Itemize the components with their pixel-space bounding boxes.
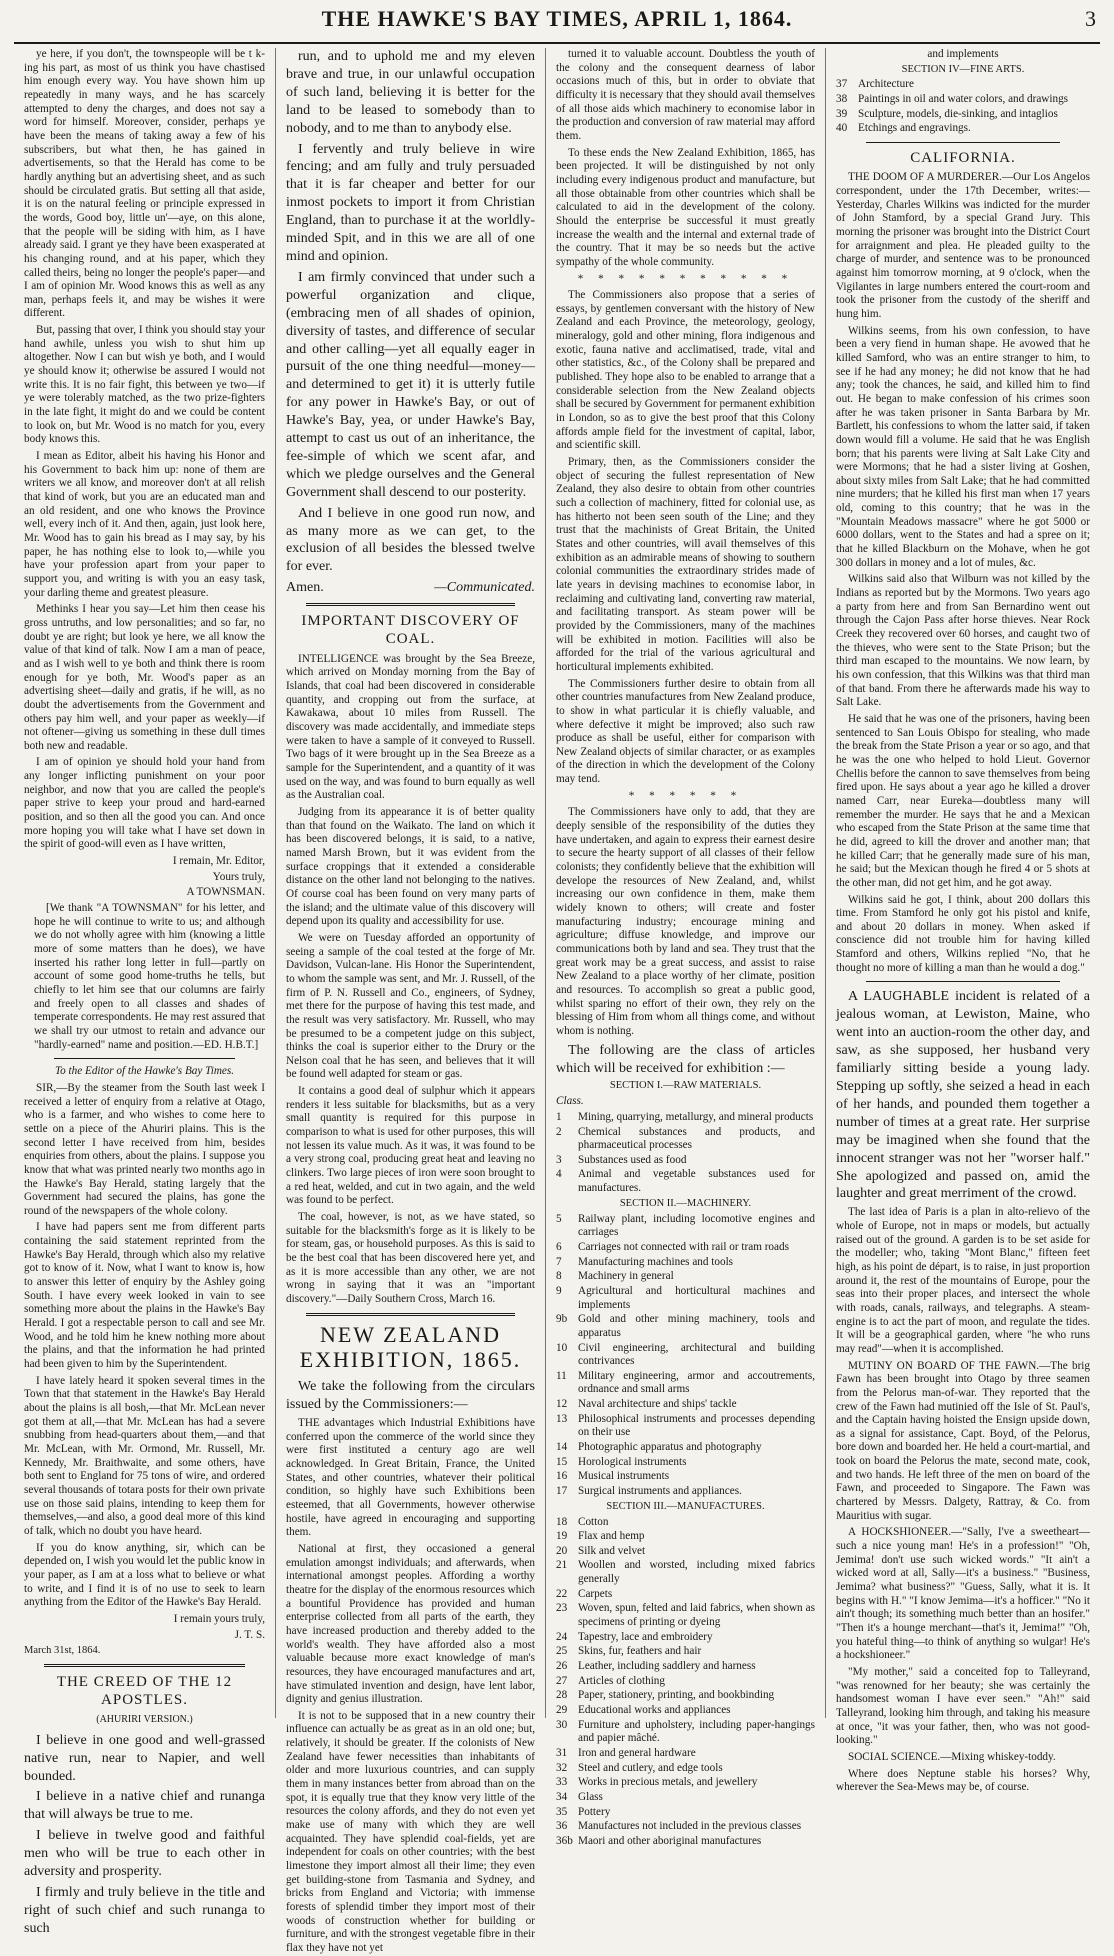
signature-line: J. T. S. bbox=[234, 1628, 265, 1641]
laughable-article bbox=[836, 988, 1090, 1203]
class-name: Photographic apparatus and photography bbox=[578, 1441, 762, 1454]
class-number: 1 bbox=[556, 1110, 562, 1123]
class-item bbox=[556, 1776, 815, 1790]
class-item bbox=[556, 1806, 815, 1820]
class-number: 8 bbox=[556, 1270, 562, 1283]
section-4-list bbox=[836, 78, 1090, 136]
class-item bbox=[556, 1747, 815, 1761]
stars-separator: * * * * * * bbox=[628, 789, 743, 802]
signature-line: A TOWNSMAN. bbox=[186, 886, 265, 899]
class-number: 6 bbox=[556, 1240, 562, 1253]
paragraph: I fervently and truly believe in wire fencing; and am fully and truly persuaded that it is far cheaper and better for our inmost pockets to import it from Christian England, than to purchase it at the worldly-minded Spit, and in this we are all of one mind and opinion. bbox=[286, 141, 535, 264]
class-name: Furniture and upholstery, including paper-hangings and papier mâché. bbox=[578, 1718, 815, 1745]
section-3-list bbox=[556, 1516, 815, 1849]
class-number: 9b bbox=[556, 1313, 568, 1326]
class-item bbox=[556, 1256, 815, 1270]
class-name: Civil engineering, architectural and building contrivances bbox=[578, 1341, 815, 1368]
hockshioneer-article bbox=[836, 1526, 1090, 1748]
class-number: 27 bbox=[556, 1674, 568, 1687]
paragraph: But, passing that over, I think you should stay your hand awhile, unless you wish to shut him up altogether. Now I can but wish ye both, and I would ye should know it; otherwise be assured I would not write this. It is no fair fight, this between ye two—if ye were tolerably matched, as the two prize-fighters in the late fight, it might do and we could be content to look on, but Mr. Wood is no match for you, every body knows this. bbox=[24, 324, 265, 446]
class-number: 36 bbox=[556, 1820, 568, 1833]
class-item bbox=[556, 1660, 815, 1674]
class-name: Naval architecture and ships' tackle bbox=[578, 1398, 737, 1411]
divider bbox=[866, 981, 1060, 982]
neptune-riddle: Where does Neptune stable his horses? Why, wherever the Sea-Mews may be, of course. bbox=[836, 1767, 1090, 1794]
class-name: Paintings in oil and water colors, and drawings bbox=[858, 93, 1069, 106]
class-name: Woollen and worsted, including mixed fabrics generally bbox=[578, 1559, 815, 1586]
section-2-list bbox=[556, 1213, 815, 1499]
class-name: Maori and other aboriginal manufactures bbox=[578, 1834, 762, 1847]
class-item bbox=[556, 1370, 815, 1397]
class-number: 38 bbox=[836, 93, 848, 106]
class-name: Educational works and appliances bbox=[578, 1704, 731, 1717]
class-item bbox=[556, 1631, 815, 1645]
columns bbox=[14, 48, 1100, 1954]
class-item bbox=[556, 1719, 815, 1746]
creed-text bbox=[24, 1732, 265, 1938]
paragraph: Wilkins seems, from his own confession, to have been a very fiend in human shape. He avowed that he killed Samford, who was an entire stranger to him, to see if he had any money; he did not know that he had any; took the chances, he said, and killed him to find out. He began to make confession of his crimes soon after he was taken prisoner in Santa Barbara by Mr. Bartlett, his confessions to whom the latter said, if taken down would fill a volume. He said that he was English born; that his parents were living at Salt Lake City and were Mormons; that he had a sister living at Goshen, about sixty miles from Salt Lake; that he had committed nine murders; that he killed his first man when 17 years old, coming to this country; that he was in the "Mountain Meadows massacre" where he got 5000 or 6000 dollars, went to the States and had a spree on it; that he killed Blackburn on the Mohave, when he got 300 dollars in money and a lot of mules, &c. bbox=[836, 324, 1090, 569]
class-number: 32 bbox=[556, 1761, 568, 1774]
nz-article-continued bbox=[556, 48, 815, 270]
class-item bbox=[556, 1398, 815, 1412]
nz-article bbox=[286, 1417, 535, 1956]
class-item bbox=[556, 1111, 815, 1125]
class-item bbox=[556, 1313, 815, 1340]
class-number: 4 bbox=[556, 1168, 562, 1181]
class-item bbox=[556, 1559, 815, 1586]
column-4 bbox=[826, 48, 1100, 1794]
class-item bbox=[556, 1835, 815, 1849]
class-name: Military engineering, armor and accoutrements, ordnance and small arms bbox=[578, 1369, 815, 1396]
class-item bbox=[556, 1762, 815, 1776]
paris-paragraph: The last idea of Paris is a plan in alto-relievo of the whole of Europe, not in maps or models, but actually raised out of the ground. A garden is to be set aside for the modeller; who, taking "Mont Blanc," fifteen feet high, as his point de départ, is to raise, in just proportion around it, the rest of the mountains of Europe, pour the seas into their proper places, and intersect the whole with roads, canals, railways, and telegraphs. A steam-engine is to act the part of moon, and regulate the tides. It will be a geographical garden, where "he who runs may read"—when it is accomplished. bbox=[836, 1206, 1090, 1355]
paragraph: ye here, if you don't, the townspeople will be t k-ing his part, as most of us think you have chastised him enough every way. You have shown him up repeatedly in many ways, and he has scarcely attempted to deny the charges, and does not say a word for himself. Moreover, consider, perhaps ye have been the means of taking away a few of his subscribers, but what then, he has gained in advertisements, so that the Herald has come to be hardly anything but an advertising sheet, and as such should be circulated gratis. But setting all that aside, it is on the natural feeling or principle expressed in the words, Good boy, little un'—aye, on this alone, that the people will be siding with him, as I have already said. I grant ye they have been exasperated at his changing round, and at his paper, which they called theirs, being no longer the people's paper—and I am of opinion Mr. Wood knows this as well as any man, perhaps feels it, and may be wishes it were different. bbox=[24, 48, 265, 320]
class-number: 21 bbox=[556, 1559, 568, 1572]
paragraph: Wilkins said he got, I think, about 200 dollars this time. From Stamford he only got his pistol and knife, and about 20 dollars in money. When asked if conscience did not trouble him for having killed Stamford and others, Wilkins replied "No, that he thought no more of killing a man than he would a dog." bbox=[836, 893, 1090, 974]
class-name: Carriages not connected with rail or tram roads bbox=[578, 1240, 789, 1253]
class-item bbox=[836, 122, 1090, 136]
class-number: 30 bbox=[556, 1718, 568, 1731]
paragraph: I believe in one good and well-grassed native run, near to Napier, and well bounded. bbox=[24, 1732, 265, 1784]
class-number: 37 bbox=[836, 78, 848, 91]
class-name: Articles of clothing bbox=[578, 1674, 665, 1687]
paragraph: To these ends the New Zealand Exhibition, 1865, has been projected. It will be distinguished by not only including every indigenous product and manufacture, but all those obtainable from other countries which shall be calculated to aid in the development of the colony. Should the enterprise be successful it must greatly increase the wealth and the internal and external trade of the country. That it may be so needs but the active sympathy of the whole community. bbox=[556, 146, 815, 268]
class-item bbox=[836, 78, 1090, 92]
column-2 bbox=[276, 48, 546, 1954]
class-name: Manufactures not included in the previous classes bbox=[578, 1820, 802, 1833]
class-number: 36b bbox=[556, 1834, 573, 1847]
class-name: Animal and vegetable substances used for manufactures. bbox=[578, 1168, 815, 1195]
class-number: 13 bbox=[556, 1412, 568, 1425]
class-item bbox=[556, 1689, 815, 1703]
class-number: 39 bbox=[836, 107, 848, 120]
class-name: Skins, fur, feathers and hair bbox=[578, 1645, 702, 1658]
class-item bbox=[556, 1154, 815, 1168]
paragraph: Judging from its appearance it is of better quality than that found on the Waikato. The land on which it has been discovered belongs, it is said, to a native, named Marsh Brown, but it was evident from the surface croppings that it extended a considerable distance on the other land not belonging to the natives. Of course coal has been found on very many parts of the island; and the ultimate value of this discovery will depend upon its quality and accessibility for use. bbox=[286, 806, 535, 928]
class-number: 29 bbox=[556, 1704, 568, 1717]
paragraph: SIR,—By the steamer from the South last week I received a letter of enquiry from a relative at Otago, who is a farmer, and who wishes to come here to settle on a piece of the Ahuriri plains. This is the second letter I have received from him, besides enquiries from others, about the plains. I suppose you know that what was printed nearly two months ago in the Hawke's Bay Herald, stating largely that the Government had secured the plains, has gone the round of the newspapers of the whole colony. bbox=[24, 1081, 265, 1217]
signature-line: I remain, Mr. Editor, bbox=[172, 855, 265, 868]
class-item bbox=[556, 1530, 815, 1544]
class-number: 33 bbox=[556, 1776, 568, 1789]
paragraph: I mean as Editor, albeit his having his Honor and his Government to back him up: none of them are writers we all know, and moreover don't at all relish that kind of work, but you are an educated man and an old resident, and one who knows the Province well, every inch of it. And then, again, just look here, Mr. Wood has to gain his bread as I may say, by his paper, he has nothing else to look to,—while you have your profession apart from your paper to support you, and writing is with you an easy task, your darling theme and greatest pleasure. bbox=[24, 450, 265, 599]
divider bbox=[54, 1058, 235, 1059]
section-1-list bbox=[556, 1111, 815, 1196]
paragraph: It contains a good deal of sulphur which it appears renders it less suitable for blacksmiths, but as a very small quantity is required for this purpose in comparison to what is used for other purposes, this will not lessen its value much. As it was, it was found to be a very strong coal, producing great heat and leaving no clinkers. Two large pieces of iron were soon brought to a red heat, welded, and cut in two again, and the weld was found to be perfect. bbox=[286, 1085, 535, 1207]
paragraph: THE advantages which Industrial Exhibitions have conferred upon the commerce of the world since they were first instituted a century ago are well acknowledged. In Great Britain, France, the United States, and other countries, whatever their political condition, so highly have such Exhibitions been esteemed, that all Governments, however otherwise hostile, have agreed in encouraging and supporting them. bbox=[286, 1417, 535, 1539]
paragraph: The Commissioners further desire to obtain from all other countries manufactures from New Zealand produce, to show in what particular it is chiefly valuable, and where defective it might be improved; also such raw produce as shall be useful, either for comparison with New Zealand objects of similar character, or as examples of the direction in which the development of the Colony may tend. bbox=[556, 677, 815, 786]
creed-ending bbox=[286, 579, 535, 597]
class-item bbox=[556, 1342, 815, 1369]
nz-intro: We take the following from the circulars issued by the Commissioners:— bbox=[286, 1379, 535, 1413]
class-name: Agricultural and horticultural machines and implements bbox=[578, 1284, 815, 1311]
class-name: Manufacturing machines and tools bbox=[578, 1255, 734, 1268]
paragraph: I firmly and truly believe in the title and right of such chief and such runanga to such bbox=[24, 1884, 265, 1936]
class-label: Class. bbox=[556, 1095, 584, 1108]
page-number: 3 bbox=[1085, 6, 1096, 31]
paragraph: I have lately heard it spoken several times in the Town that that statement in the Hawke's Bay Herald about the plains is all bosh,—that Mr. McLean never got them at all,—that Mr. McLean has had a severe snubbing from head-quarters about them,—and that Mr. McLean, with Mr. Ormond, Mr. Russell, Mr. Kennedy, Mr. Braithwaite, and some others, have both sent to England for 75 tons of wire, and ordered several thousands of totara posts for their own private use on those said plains, intending to keep them for themselves,—and also, a good deal more of this kind of talk, which no doubt you have heard. bbox=[24, 1374, 265, 1537]
paragraph: Methinks I hear you say—Let him then cease his gross untruths, and low personalities; and so far, no doubt ye are right; but look ye here, we all know the value of that kind of talk. Now I am a man of peace, and as I wish well to ye both and think there is room enough for ye both, Mr. Wood's paper as an advertising sheet—daily and gratis, if he will, as no doubt the advertisements from the Government and others pay him well, and your paper as weekly—if not oftener—giving us something in these dull times both new and readable. bbox=[24, 603, 265, 752]
class-item bbox=[556, 1126, 815, 1153]
paragraph: A HOCKSHIONEER.—"Sally, I've a sweetheart—such a nice young man! He's in a profession!" "Oh, Jemima! don't use such wicked words." "It ain't a wicked word at all, Sally—it's a business." "Business, Jemima? what business?" "Guess, Sally, what it is. It begins with H." "I know Jemima—it's a hofficer." "No it ain't though; its something much better than an hosifer." "Then it's a hounge merchant—that's it, Jemima!" "Oh, you hateful thing—to think of anything so wulgar! He's a hockshioneer." bbox=[836, 1526, 1090, 1662]
paragraph: I am firmly convinced that under such a powerful organization and clique, (embracing men of all shades of opinion, diversity of tastes, and difference of secular and other calling—yet all equally eager in pursuit of the one thing needful—money—and determined to get it) it is utterly futile for any power in Hawke's Bay, or out of Hawke's Bay, yea, or under Hawke's Bay, attempt to cast us out of an inheritance, the fee-simple of which we scent afar, and which we pledge ourselves and the General Government shall descend to our posterity. bbox=[286, 269, 535, 500]
class-name: Chemical substances and products, and pharmaceutical processes bbox=[578, 1125, 815, 1152]
class-item bbox=[556, 1588, 815, 1602]
nz-article-essays bbox=[556, 289, 815, 787]
paragraph: I am of opinion ye should hold your hand from any longer inflicting punishment on your poor neighbor, and now that you are called the people's paper strive to keep your proud and hard-earned position, and so then all the good you can. And once more hoping you will take what I have set down in the spirit of good-will even as I have written, bbox=[24, 756, 265, 851]
signature-line: Yours truly, bbox=[212, 870, 265, 883]
nz-article-closing bbox=[556, 806, 815, 1038]
class-name: Iron and general hardware bbox=[578, 1747, 696, 1760]
paragraph: We were on Tuesday afforded an opportunity of seeing a sample of the coal tested at the forge of Mr. Davidson, Vulcan-lane. His Honor the Superintendent, to whom the sample was sent, and Mr. J. Russell, of the firm of P. N. Russell and Co., engineers, of Sydney, met there for the purpose of having this test made, and the result was very satisfactory. Mr. Russell, who may be presumed to be a competent judge on this subject, thinks the coal is superior either to the Drury or the Nelson coal that he has seen, and believes that it will be found well adapted for steam or gas. bbox=[286, 931, 535, 1081]
nz-exhibition-title: NEW ZEALAND EXHIBITION, 1865. bbox=[299, 1321, 522, 1372]
amen-text: Amen. bbox=[286, 580, 324, 596]
social-science: SOCIAL SCIENCE.—Mixing whiskey-toddy. bbox=[848, 1750, 1056, 1763]
california-article bbox=[836, 171, 1090, 975]
paragraph: National at first, they occasioned a general emulation amongst individuals; and afterwards, when international amongst peoples. Affording a worthy theatre for the display of the enormous resources which a bountiful Providence has provided and human enterprise collected from all parts of the earth, they have increased production and thereby added to the world's wealth. They have afforded also a most valuable because more exact knowledge of man's resources, they have encouraged manufactures and art, have stimulated invention and design, have lent labor, dignity and genius illustration. bbox=[286, 1542, 535, 1706]
townsman-letter bbox=[24, 48, 265, 852]
coal-title: IMPORTANT DISCOVERY OF COAL. bbox=[301, 613, 520, 648]
creed-subtitle: (AHURIRI VERSION.) bbox=[96, 1713, 193, 1725]
section-heading: SECTION IV—FINE ARTS. bbox=[901, 63, 1025, 75]
signature-line: I remain yours truly, bbox=[173, 1612, 265, 1625]
following-intro: The following are the class of articles which will be received for exhibition :— bbox=[556, 1042, 815, 1076]
class-name: Horological instruments bbox=[578, 1455, 687, 1468]
class-number: 3 bbox=[556, 1153, 562, 1166]
class-item bbox=[556, 1485, 815, 1499]
class-item bbox=[556, 1270, 815, 1284]
class-number: 14 bbox=[556, 1441, 568, 1454]
masthead-title: THE HAWKE'S BAY TIMES, APRIL 1, 1864. bbox=[321, 6, 793, 31]
creed-continued bbox=[286, 48, 535, 576]
class-name: Sculpture, models, die-sinking, and intaglios bbox=[858, 107, 1058, 120]
class-item bbox=[556, 1645, 815, 1659]
divider bbox=[44, 1664, 245, 1667]
paragraph: The coal, however, is not, as we have stated, so suitable for the blacksmith's forge as it is likely to be for steam, gas, or household purposes. As this is said to be the best coal that has been discovered here yet, and as it is more accessible than any other, we are not wrong in saying that it was an "important discovery."—Daily Southern Cross, March 16. bbox=[286, 1211, 535, 1305]
paragraph: A LAUGHABLE incident is related of a jealous woman, at Lewiston, Maine, who went into an auction-room the other day, and saw, as she supposed, her husband very familiarly sitting beside a young lady. Stepping up softly, she seized a head in each of her hands, and pounded them together a number of times at a great rate. Her surprise may be imagined when she found that the innocent stranger was not her "worser half." She apologized and passed on, amid the laughter and great merriment of the crowd. bbox=[836, 989, 1090, 1202]
class-name: Flax and hemp bbox=[578, 1530, 645, 1543]
paragraph: The Commissioners have only to add, that they are deeply sensible of the responsibility of the duties they have undertaken, and again to express their earnest desire to secure the hearty support of all classes of their fellow colonists; they confidently believe that the exhibition will develope the resources of New Zealand, and, whilst increasing our own confidence in them, make them widely known to others; will create and foster manufacturing industry; encourage mining and agriculture; diffuse knowledge, and improve our communications both by land and sea. They trust that the great work may be a great success, and assist to raise New Zealand to a place worthy of her climate, position and resources. To accomplish so great a public good, whilst sparing no effort of their own, they rely on the blessing of Him from whom all things come, and without whom is nothing. bbox=[556, 806, 815, 1037]
paragraph: run, and to uphold me and my eleven brave and true, in our unlawful occupation of such land, believing it is better for the land to be leased to somebody than to nobody, and to me than to anybody else. bbox=[286, 49, 535, 136]
class-number: 9 bbox=[556, 1284, 562, 1297]
class-name: Gold and other mining machinery, tools and apparatus bbox=[578, 1313, 815, 1339]
class-number: 12 bbox=[556, 1398, 568, 1411]
class-name: Musical instruments bbox=[578, 1470, 670, 1483]
class-item bbox=[556, 1441, 815, 1455]
class-number: 23 bbox=[556, 1602, 568, 1615]
section-heading: SECTION II.—MACHINERY. bbox=[619, 1197, 752, 1209]
class-item bbox=[556, 1791, 815, 1805]
class-number: 11 bbox=[556, 1369, 567, 1382]
section-heading: SECTION I.—RAW MATERIALS. bbox=[609, 1080, 762, 1092]
class-number: 15 bbox=[556, 1455, 568, 1468]
class-name: Works in precious metals, and jewellery bbox=[578, 1776, 758, 1789]
paragraph: Wilkins said also that Wilburn was not killed by the Indians as reported but by the Mormons. Two years ago a party from here and from San Bernardino went out through the Cajon Pass after horse thieves. Near Rock Creek they recovered over 60 horses, and caught two of the thieves, who were sent to the State Prison; but the third man escaped to the mountains. We now learn, by his own confession, that this Wilkins was that third man of that band. From there he afterwards made his way to Salt Lake. bbox=[836, 573, 1090, 709]
paragraph: I believe in twelve good and faithful men who will be true to each other in adversity and prosperity. bbox=[24, 1828, 265, 1880]
divider bbox=[866, 142, 1060, 143]
class-item bbox=[556, 1241, 815, 1255]
paragraph: It is not to be supposed that in a new country their influence can actually be as great as in an old one; but, relatively, it should be greater. If the colonists of New Zealand have fewer necessities than inhabitants of older and more luxurious countries, and can supply them in many instances better from abroad than on the spot, it is equally true that they know very little of the resources the colony affords, and they do not even yet make use of many with which they are well acquainted. They have splendid coal-fields, yet are independent for coals on other countries; with the best limestone they import almost all their lime; they even get building-stone from Tasmania and Sydney, and bricks from England and Victoria; with immense forests of splendid timber they import most of their woods of construction whether for building or furniture, and with the strongest vegetable fibre in their flax they have not yet bbox=[286, 1709, 535, 1954]
class-number: 34 bbox=[556, 1790, 568, 1803]
california-title: CALIFORNIA. bbox=[910, 150, 1016, 167]
class-number: 19 bbox=[556, 1530, 568, 1543]
paragraph: The Commissioners also propose that a series of essays, by gentlemen conversant with the history of New Zealand and each Province, the meteorology, geology, mineralogy, gold and other mining, flora indigenous and exotic, fauna native and acclimatised, trade, vital and other statistics, &c., of the Colony shall be prepared and published. They hope also to be enabled to arrange that a considerable selection from the New Zealand objects shall be secured by Government for permanent exhibition in London, so as to give the best proof that this Colony affords ample field for the investment of capital, labor, and scientific skill. bbox=[556, 289, 815, 452]
class-number: 35 bbox=[556, 1805, 568, 1818]
class-number: 7 bbox=[556, 1255, 562, 1268]
class-number: 28 bbox=[556, 1689, 568, 1702]
editor-note: [We thank "A TOWNSMAN" for his letter, and hope he will continue to write to us; and although we do not wholly agree with him (knowing a little more of some matters than he does), we have inserted his rather long letter in full—partly on account of some good home-truths he tells, but chiefly to let him see that our columns are fairly and freely open to all classes and shades of temperate correspondents. He may rest assured that we shall try our utmost to retain and advance our "hardly-earned" name and position.—ED. H.B.T.] bbox=[34, 902, 265, 1051]
class-number: 40 bbox=[836, 122, 848, 135]
class-name: Machinery in general bbox=[578, 1270, 674, 1283]
class-number: 2 bbox=[556, 1125, 562, 1138]
class-item bbox=[836, 108, 1090, 122]
class-item bbox=[556, 1516, 815, 1530]
class-number: 22 bbox=[556, 1587, 568, 1600]
class-name: Woven, spun, felted and laid fabrics, when shown as specimens of printing or dyeing bbox=[578, 1602, 815, 1629]
class-item bbox=[556, 1545, 815, 1559]
jts-letter bbox=[24, 1082, 265, 1610]
coal-article bbox=[286, 653, 535, 1307]
creed-title: THE CREED OF THE 12 APOSTLES. bbox=[56, 1673, 233, 1709]
class-name: Philosophical instruments and processes depending on their use bbox=[578, 1412, 815, 1439]
class-name: Silk and velvet bbox=[578, 1544, 646, 1557]
class-name: Leather, including saddlery and harness bbox=[578, 1660, 756, 1673]
class-number: 24 bbox=[556, 1630, 568, 1643]
class-number: 26 bbox=[556, 1660, 568, 1673]
class-item bbox=[556, 1820, 815, 1834]
class-name: Glass bbox=[578, 1790, 603, 1803]
letter-date: March 31st, 1864. bbox=[24, 1645, 101, 1657]
paragraph: INTELLIGENCE was brought by the Sea Breeze, which arrived on Monday morning from the Bay of Islands, that coal had been discovered in considerable quantity, and cropping out from the surface, at Kawakawa, about 10 miles from Russell. The discovery was made accidentally, and immediate steps were taken to have a sample of it conveyed to Russell. Two bags of it were brought up in the Sea Breeze as a sample for the Superintendent, and a quantity of it was used on the way, and was found to burn equally as well as the Australian coal. bbox=[286, 652, 535, 802]
class-number: 31 bbox=[556, 1747, 568, 1760]
class-name: Surgical instruments and appliances. bbox=[578, 1485, 742, 1498]
class-name: Carpets bbox=[578, 1587, 613, 1600]
class-name: Etchings and engravings. bbox=[858, 122, 971, 135]
class-item bbox=[556, 1456, 815, 1470]
paragraph: And I believe in one good run now, and as many more as we can get, to the exclusion of all besides the blessed twelve for ever. bbox=[286, 505, 535, 575]
class-item bbox=[556, 1704, 815, 1718]
section-heading: SECTION III.—MANUFACTURES. bbox=[606, 1500, 765, 1512]
masthead bbox=[14, 0, 1100, 44]
class-item bbox=[556, 1470, 815, 1484]
stars-separator: * * * * * * * * * * * bbox=[577, 272, 794, 285]
mutiny-paragraph: MUTINY ON BOARD OF THE FAWN.—The brig Fawn has been brought into Otago by three seamen from the Pelorus man-of-war. They reported that the crew of the Fawn had mutinied off the Isle of St. Paul's, and the Captain having hoisted the Ensign upside down, as a signal for assistance, Capt. Boyd, of the Pelorus, bore down and boarded her. He held a court-martial, and took on board the Pelorus the mate, second mate, cook, and two hands. He left three of the men on board of the Fawn, and proceeded to Singapore. The Fawn was chartered by Messrs. Dalgety, Rattray, & Co. from Mauritius with sugar. bbox=[836, 1359, 1090, 1522]
townsman-signature bbox=[24, 855, 265, 900]
divider bbox=[306, 1313, 515, 1316]
paragraph: If you do know anything, sir, which can be depended on, I wish you would let the public know in your paper, as I am at a loss what to believe or what to write, and I find it is of no use to seek to learn anything from the Editor of the Hawke's Bay Herald. bbox=[24, 1541, 265, 1609]
class-name: Pottery bbox=[578, 1805, 611, 1818]
class-number: 5 bbox=[556, 1212, 562, 1225]
class-item bbox=[556, 1602, 815, 1629]
class-number: 20 bbox=[556, 1544, 568, 1557]
paragraph: "My mother," said a conceited fop to Talleyrand, "was renowned for her beauty; she was certainly the handsomest woman I have ever seen." "Ah!" said Talleyrand, looking him through, and taking his measure at once, "it was your father, then, who was not good-looking." bbox=[836, 1665, 1090, 1747]
class-number: 18 bbox=[556, 1515, 568, 1528]
class-name: Railway plant, including locomotive engines and carriages bbox=[578, 1212, 815, 1239]
class-number: 10 bbox=[556, 1341, 568, 1354]
paragraph: Primary, then, as the Commissioners consider the object of securing the fullest representation of New Zealand, they also desire to obtain from other countries such a collection of machinery, fitted for colonial use, as has hitherto not been seen south of the Line; and they trust that the machinists of Great Britain, the United States and other countries, will avail themselves of this exhibition as an admirable means of showing to southern colonial communities the extraordinary strides made of late years in devising machines to economise labor, in reclaiming and cultivating land, converting raw material, and facilitating transport. As steam power will be provided by the Commissioners, many of the machines will be exhibited in motion. Facilities will also be afforded for the trial of the various agricultural and horticultural implements exhibited. bbox=[556, 456, 815, 673]
column-3 bbox=[546, 48, 826, 1847]
paragraph: I believe in a native chief and runanga that will always be true to me. bbox=[24, 1789, 265, 1823]
paragraph: turned it to valuable account. Doubtless the youth of the colony and the consequent dearness of labor occasions much of this, but in order to obviate that difficulty it is necessary that they should avail themselves of all those aids which machinery to economise labor in the production and conversion of raw material may afford them. bbox=[556, 48, 815, 142]
class-item bbox=[556, 1675, 815, 1689]
paragraph: He said that he was one of the prisoners, having been sentenced to San Louis Obispo for stealing, who made the break from the State Prison a year or so ago, and that he was the one who helped to hold Lieut. Governor Chellis before the cannon to save themselves from being fired upon. He says about a year ago he killed a drover named Carr, near Eureka—doubtless many will remember the murder. He says that he and a Mexican who escaped from the State Prison at the same time that he did, agreed to kill the drover and another man; that he killed Carr; that he generally made sure of his man, he said; but the Mexican though he fired 4 or 5 shots at the other man, did not get him, and he got away. bbox=[836, 712, 1090, 889]
column-1 bbox=[14, 48, 276, 1936]
class-name: Architecture bbox=[858, 78, 914, 91]
to-editor-heading: To the Editor of the Hawke's Bay Times. bbox=[54, 1065, 235, 1078]
class-item bbox=[836, 93, 1090, 107]
class-item bbox=[556, 1285, 815, 1312]
class-item bbox=[556, 1413, 815, 1440]
class-item bbox=[556, 1168, 815, 1195]
and-implements: and implements bbox=[927, 48, 999, 60]
paragraph: I have had papers sent me from different parts containing the said statement reprinted from the Hawke's Bay Herald, through which also my relative got to know of it. Now, what I want to know is, how to answer this letter of enquiry by the Ashley going South. I have every week looked in vain to see something more about the plains in the Hawke's Bay Herald. I got a respectable person to call and see Mr. Wood, and he told him he knew nothing more about the plains, and that the information he had printed had been given to him by the Superintendent. bbox=[24, 1221, 265, 1371]
class-name: Tapestry, lace and embroidery bbox=[578, 1630, 713, 1643]
class-name: Steel and cutlery, and edge tools bbox=[578, 1761, 723, 1774]
class-name: Cotton bbox=[578, 1515, 609, 1528]
class-name: Substances used as food bbox=[578, 1153, 687, 1166]
communicated-text: —Communicated. bbox=[434, 580, 535, 596]
divider bbox=[306, 603, 515, 606]
class-number: 16 bbox=[556, 1470, 568, 1483]
class-name: Mining, quarrying, metallurgy, and mineral products bbox=[578, 1110, 814, 1123]
class-item bbox=[556, 1213, 815, 1240]
class-name: Paper, stationery, printing, and bookbinding bbox=[578, 1689, 775, 1702]
paragraph: THE DOOM OF A MURDERER.—Our Los Angelos correspondent, under the 17th December, writes:—Yesterday, Charles Wilkins was indicted for the murder of John Stamford, by a special Grand Jury. This morning the prisoner was brought into the District Court for arraignment and plea. He pleaded guilty to the charge of murder, and sentence was to be pronounced against him tomorrow morning, at 9 o'clock, when the Vigilantes in large numbers entered the court-room and took the prisoner from the custody of the sheriff and hung him. bbox=[836, 171, 1090, 320]
class-number: 17 bbox=[556, 1485, 568, 1498]
class-number: 25 bbox=[556, 1645, 568, 1658]
